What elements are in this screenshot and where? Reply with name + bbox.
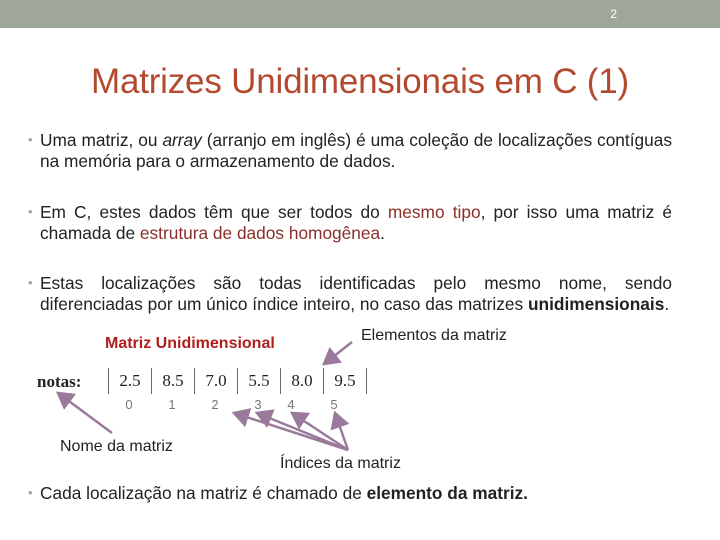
bullet-text: (arranjo em inglês) é uma coleção de localizações contíguas na memória para o armazenamento de dados. (40, 130, 672, 171)
array-name-label: Nome da matriz (60, 438, 173, 455)
bullet-dot-icon: • (28, 485, 33, 500)
array-index: 4 (287, 397, 295, 412)
bullet-emphasis: mesmo tipo (387, 202, 481, 222)
indices-label: Índices da matriz (280, 455, 401, 472)
array-index: 3 (254, 397, 262, 412)
arrow-to-index-2 (234, 413, 348, 450)
array-cell: 5.5 (238, 368, 281, 394)
bullet-text: . (664, 293, 670, 314)
bullet-text: Em C, estes dados têm que ser todos do (40, 202, 388, 222)
array-index: 5 (330, 397, 338, 412)
bullet-text: Estas localizações são todas identificadas pelo mesmo nome, sendo diferenciadas por um único índice inteiro, no caso das matrizes (40, 273, 672, 314)
bullet-dot-icon: • (28, 132, 33, 147)
bullet-dot-icon: • (28, 204, 33, 219)
array-cell: 9.5 (334, 371, 356, 390)
arrow-to-elements (324, 342, 352, 364)
arrow-to-array-name (58, 393, 112, 433)
bullet-emphasis: estrutura de dados homogênea (139, 222, 381, 243)
bullet-text: , por isso uma matriz é chamada de (40, 202, 672, 243)
slide-title: Matrizes Unidimensionais em C (1) (90, 62, 629, 101)
array-index: 2 (211, 397, 219, 412)
array-cell: 7.0 (195, 368, 238, 394)
page-number: 2 (610, 7, 617, 21)
array-cell: 2.5 (109, 368, 152, 394)
diagram-heading: Matriz Unidimensional (105, 335, 275, 352)
array-cell: 8.5 (152, 368, 195, 394)
bullet-dot-icon: • (28, 275, 33, 290)
bullet-text: Cada localização na matriz é chamado de (40, 483, 367, 503)
elements-label: Elementos da matriz (361, 327, 507, 344)
bullet-element-definition (28, 483, 672, 504)
array-name: notas: (37, 372, 82, 391)
bullet-emphasis: elemento da matriz. (366, 483, 528, 503)
bullet-emphasis: unidimensionais (527, 293, 665, 314)
array-cell: 8.0 (281, 368, 324, 394)
array-index: 1 (168, 397, 176, 412)
bullet-text: Uma matriz, ou (40, 130, 163, 150)
bullet-italic-term: array (162, 130, 202, 150)
array-index: 0 (125, 397, 133, 412)
bullet-text: . (380, 222, 385, 243)
